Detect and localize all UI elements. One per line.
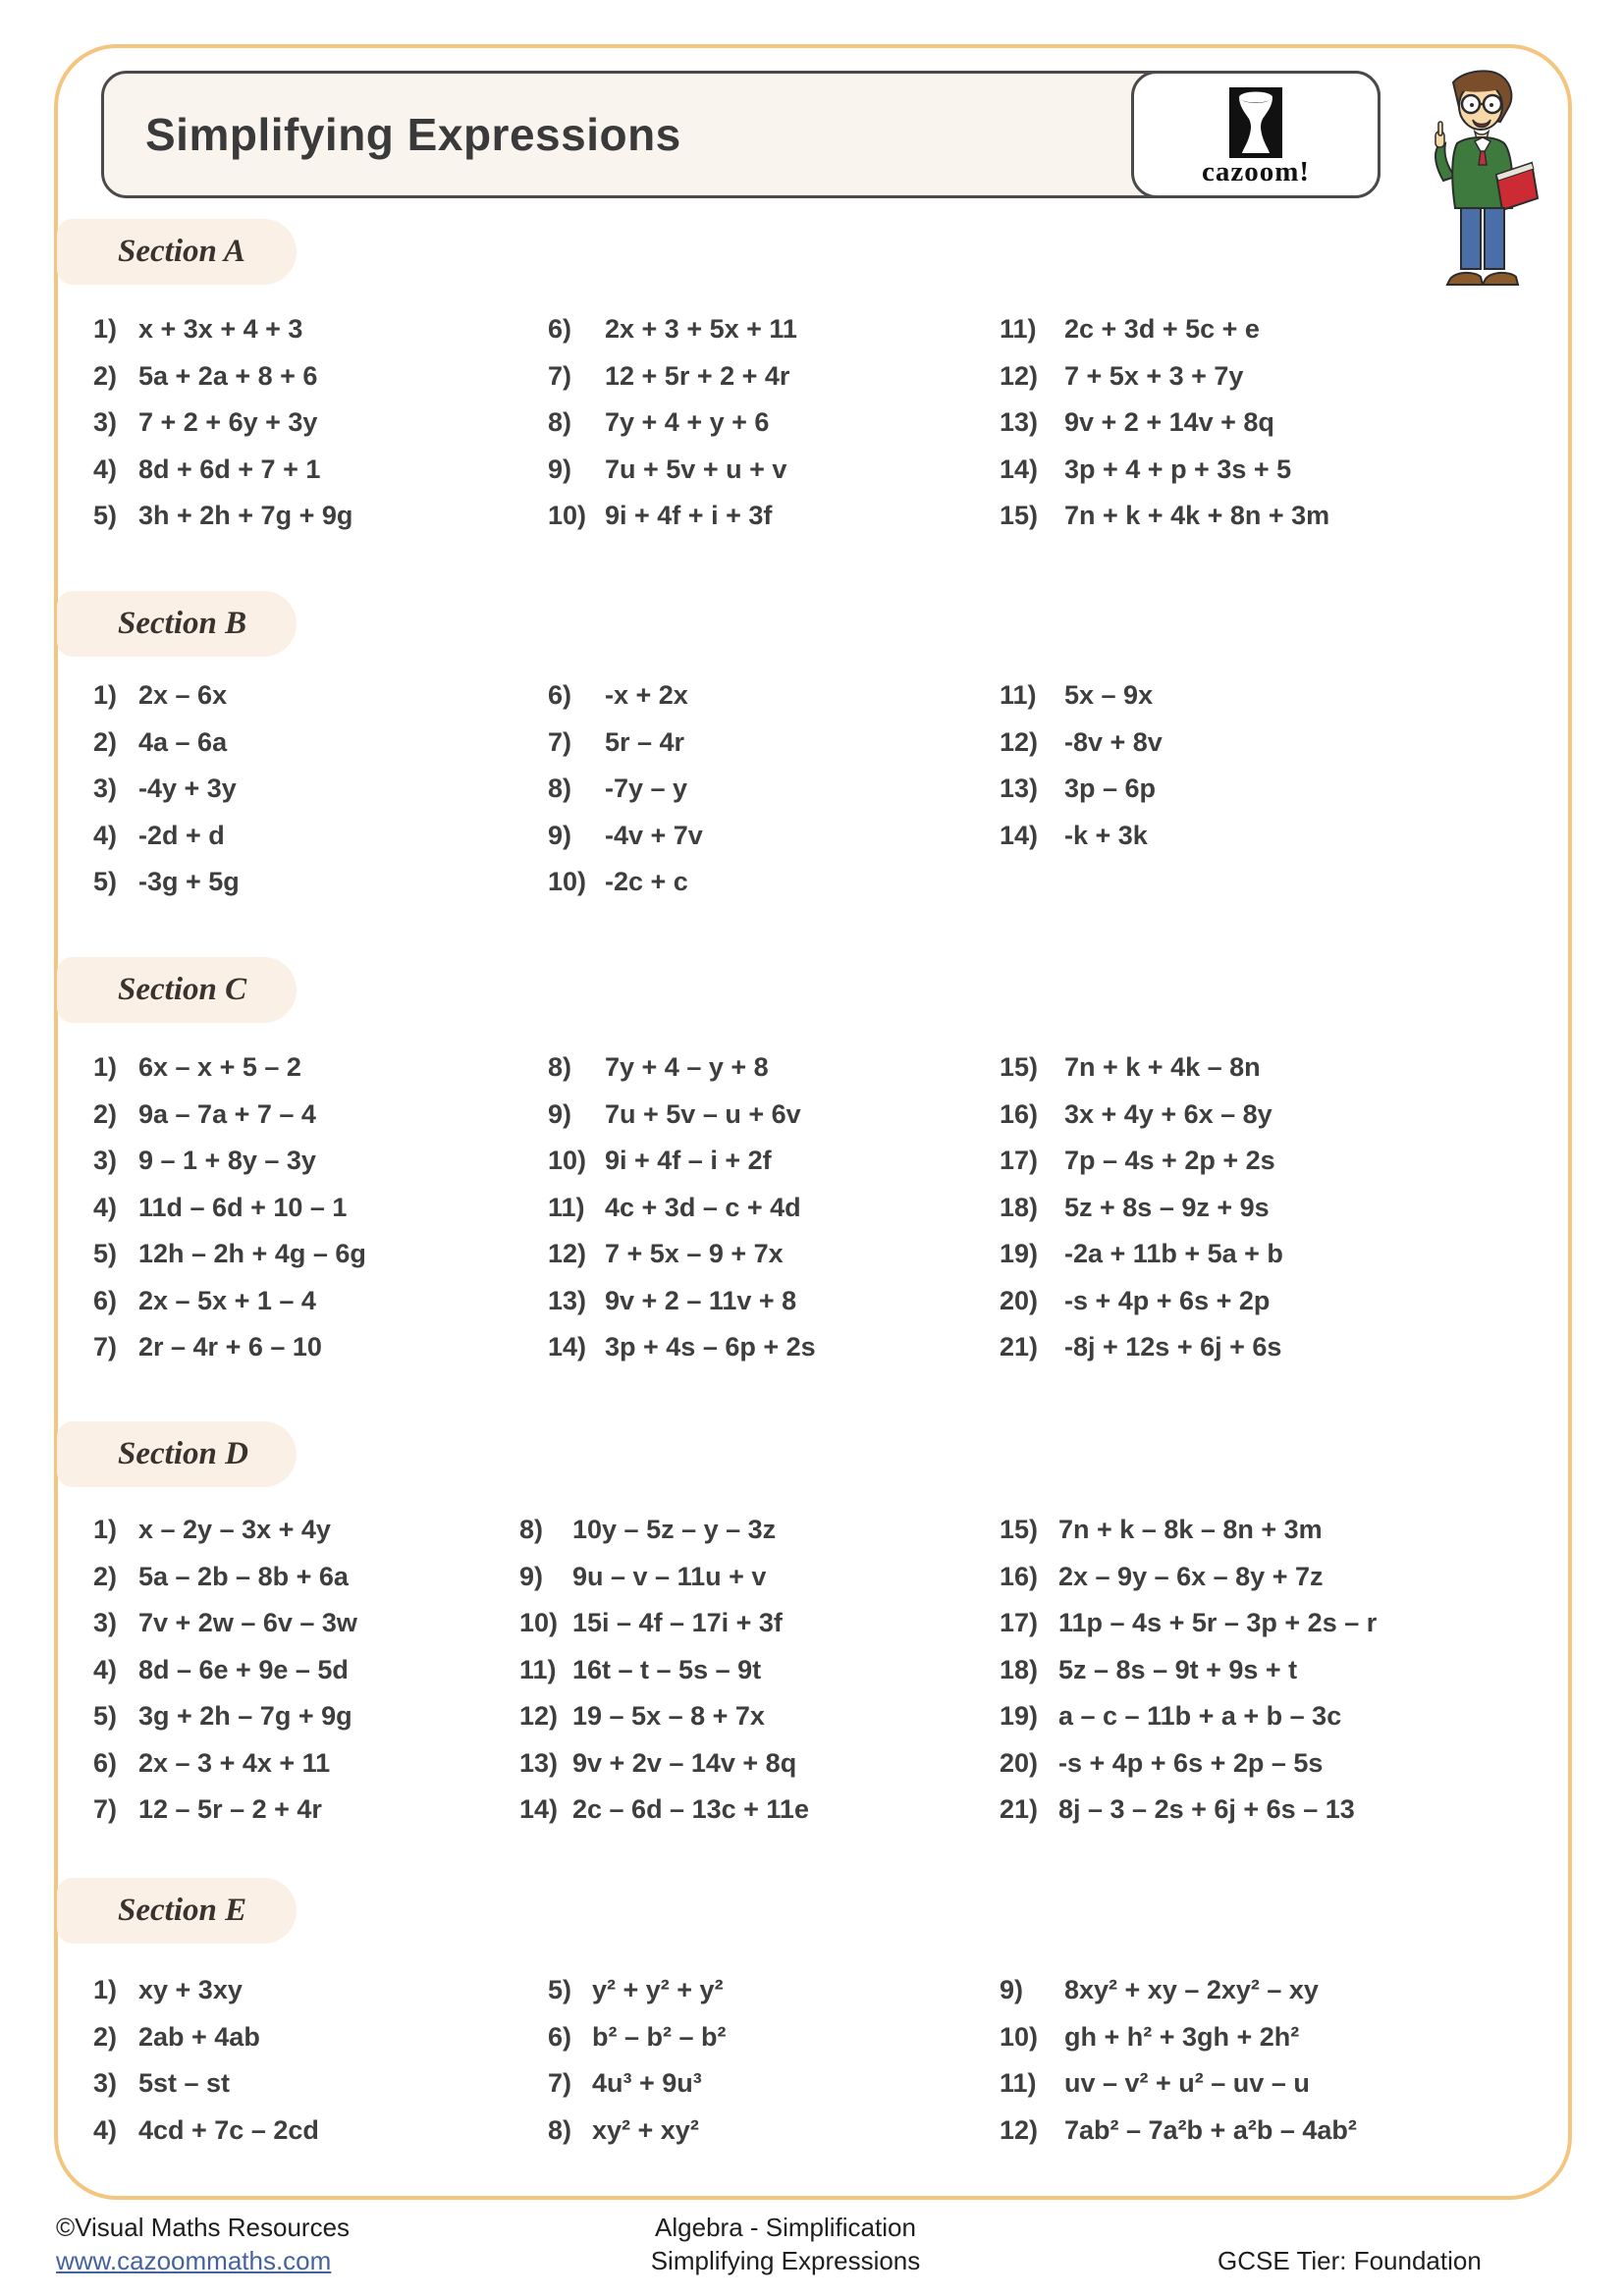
question-expression: 2x – 9y – 6x – 8y + 7z (1058, 1561, 1324, 1591)
question-number: 12) (1000, 2114, 1039, 2145)
question-number: 7) (548, 360, 572, 391)
question-item (519, 1600, 809, 1647)
question-expression: 7y + 4 – y + 8 (605, 1052, 769, 1083)
question-item (1000, 2060, 1357, 2108)
footer-subtopic: Simplifying Expressions (650, 2246, 921, 2275)
question-expression: 7n + k + 4k – 8n (1064, 1052, 1261, 1083)
question-expression: 9v + 2 + 14v + 8q (1064, 407, 1274, 438)
question-number: 20) (1000, 1747, 1039, 1778)
question-number: 3) (93, 2068, 118, 2099)
question-expression: 8d – 6e + 9e – 5d (138, 1654, 349, 1684)
question-item (93, 1554, 357, 1601)
question-item (548, 2108, 727, 2155)
question-number: 15) (1000, 1515, 1039, 1545)
question-item (548, 1185, 816, 1232)
question-expression: 5x – 9x (1064, 680, 1154, 711)
question-number: 18) (1000, 1192, 1039, 1222)
question-expression: 12 + 5r + 2 + 4r (605, 360, 790, 391)
question-expression: 9 – 1 + 8y – 3y (138, 1146, 316, 1176)
question-number: 4) (93, 2114, 118, 2145)
question-expression: 9i + 4f – i + 2f (605, 1146, 772, 1176)
question-number: 12) (1000, 726, 1039, 757)
question-item (93, 1278, 366, 1325)
section-d-column-2 (519, 1507, 809, 1834)
question-item (548, 493, 797, 540)
question-expression: 5a – 2b – 8b + 6a (138, 1561, 349, 1591)
question-item (93, 400, 352, 447)
question-number: 11) (519, 1654, 557, 1684)
question-number: 13) (1000, 774, 1039, 804)
section-e-column-2 (548, 1967, 727, 2154)
question-expression: 2ab + 4ab (138, 2021, 260, 2052)
question-item (93, 493, 352, 540)
question-expression: 4a – 6a (138, 726, 228, 757)
question-item (1000, 2014, 1357, 2061)
question-expression: -2a + 11b + 5a + b (1064, 1239, 1283, 1269)
question-number: 14) (1000, 820, 1039, 850)
question-number: 1) (93, 1052, 118, 1083)
question-number: 18) (1000, 1654, 1039, 1684)
question-item (93, 1647, 357, 1694)
question-item (1000, 1554, 1377, 1601)
question-item (519, 1787, 809, 1834)
question-expression: 19 – 5x – 8 + 7x (572, 1701, 765, 1732)
question-expression: 2x – 6x (138, 680, 228, 711)
question-number: 7) (93, 1794, 118, 1825)
question-expression: x – 2y – 3x + 4y (138, 1515, 331, 1545)
question-expression: -8v + 8v (1064, 726, 1163, 757)
question-item (1000, 400, 1329, 447)
question-item (93, 2014, 319, 2061)
question-expression: 7n + k – 8k – 8n + 3m (1058, 1515, 1323, 1545)
question-expression: 5r – 4r (605, 726, 685, 757)
question-item (1000, 1967, 1357, 2014)
question-number: 4) (93, 820, 118, 850)
question-number: 21) (1000, 1794, 1039, 1825)
section-c-column-2 (548, 1044, 816, 1371)
question-expression: 2x – 5x + 1 – 4 (138, 1285, 316, 1315)
question-item (93, 1185, 366, 1232)
section-a-column-1 (93, 306, 352, 540)
question-item (548, 813, 703, 860)
question-expression: 10y – 5z – y – 3z (572, 1515, 777, 1545)
question-expression: 2c + 3d + 5c + e (1064, 314, 1260, 345)
question-expression: -4v + 7v (605, 820, 703, 850)
question-item (93, 2060, 319, 2108)
question-item (93, 813, 240, 860)
question-number: 12) (519, 1701, 559, 1732)
question-expression: 12 – 5r – 2 + 4r (138, 1794, 322, 1825)
question-number: 9) (548, 454, 572, 484)
question-expression: 16t – t – 5s – 9t (572, 1654, 762, 1684)
question-number: 12) (1000, 360, 1039, 391)
question-item (548, 447, 797, 494)
question-expression: 5z – 8s – 9t + 9s + t (1058, 1654, 1298, 1684)
footer-center (491, 2211, 1080, 2277)
question-number: 16) (1000, 1561, 1039, 1591)
question-item (1000, 1740, 1377, 1788)
question-number: 4) (93, 1192, 118, 1222)
question-number: 8) (548, 1052, 572, 1083)
question-item (548, 1967, 727, 2014)
question-number: 3) (93, 407, 118, 438)
question-number: 11) (1000, 314, 1037, 345)
section-e-label: Section E (118, 1893, 247, 1928)
question-expression: 3x + 4y + 6x – 8y (1064, 1098, 1272, 1129)
question-number: 15) (1000, 501, 1039, 531)
question-number: 16) (1000, 1098, 1039, 1129)
question-item (93, 766, 240, 813)
question-item (548, 400, 797, 447)
question-number: 5) (93, 1239, 118, 1269)
question-number: 6) (548, 2021, 572, 2052)
question-item (519, 1740, 809, 1788)
question-expression: xy² + xy² (592, 2114, 699, 2145)
question-number: 1) (93, 680, 118, 711)
section-b-column-2 (548, 672, 703, 906)
question-number: 10) (548, 1146, 587, 1176)
question-expression: xy + 3xy (138, 1975, 243, 2005)
question-number: 10) (548, 867, 587, 897)
question-expression: 2x – 3 + 4x + 11 (138, 1747, 331, 1778)
question-expression: 4c + 3d – c + 4d (605, 1192, 801, 1222)
question-item (93, 306, 352, 353)
question-expression: 7ab² – 7a²b + a²b – 4ab² (1064, 2114, 1357, 2145)
question-expression: 9i + 4f + i + 3f (605, 501, 773, 531)
question-number: 10) (1000, 2021, 1039, 2052)
question-number: 6) (548, 314, 572, 345)
question-number: 3) (93, 1146, 118, 1176)
question-expression: 3p + 4 + p + 3s + 5 (1064, 454, 1292, 484)
question-expression: 7u + 5v + u + v (605, 454, 787, 484)
question-expression: 9v + 2 – 11v + 8 (605, 1285, 797, 1315)
question-item (548, 1092, 816, 1139)
question-item (1000, 1092, 1283, 1139)
question-expression: -8j + 12s + 6j + 6s (1064, 1332, 1282, 1362)
question-number: 7) (548, 726, 572, 757)
question-expression: 9v + 2v – 14v + 8q (572, 1747, 797, 1778)
question-item (93, 1600, 357, 1647)
question-number: 2) (93, 1098, 118, 1129)
question-item (1000, 1647, 1377, 1694)
question-expression: -3g + 5g (138, 867, 240, 897)
question-number: 9) (548, 1098, 572, 1129)
section-e-header (57, 1878, 297, 1944)
section-d-label: Section D (118, 1436, 248, 1471)
question-expression: 8j – 3 – 2s + 6j + 6s – 13 (1058, 1794, 1355, 1825)
question-item (1000, 672, 1163, 720)
question-expression: 3p + 4s – 6p + 2s (605, 1332, 816, 1362)
footer-copyright: ©Visual Maths Resources (56, 2213, 351, 2242)
question-expression: 7v + 2w – 6v – 3w (138, 1608, 357, 1638)
question-item (93, 353, 352, 400)
question-expression: 5st – st (138, 2068, 231, 2099)
question-item (1000, 447, 1329, 494)
question-item (1000, 353, 1329, 400)
question-expression: 15i – 4f – 17i + 3f (572, 1608, 783, 1638)
question-item (519, 1507, 809, 1554)
question-expression: -4y + 3y (138, 774, 237, 804)
section-c-header (57, 957, 297, 1023)
question-number: 4) (93, 454, 118, 484)
question-item (93, 1787, 357, 1834)
question-number: 9) (548, 820, 572, 850)
question-item (548, 2014, 727, 2061)
cazoom-logo (1131, 71, 1380, 198)
question-expression: 9u – v – 11u + v (572, 1561, 767, 1591)
question-number: 5) (93, 501, 118, 531)
question-number: 2) (93, 360, 118, 391)
section-d-header (57, 1421, 297, 1487)
question-expression: 6x – x + 5 – 2 (138, 1052, 301, 1083)
question-number: 3) (93, 1608, 118, 1638)
question-number: 9) (519, 1561, 544, 1591)
question-expression: -k + 3k (1064, 820, 1148, 850)
question-number: 10) (548, 501, 587, 531)
section-d-column-1 (93, 1507, 357, 1834)
question-expression: 9a – 7a + 7 – 4 (138, 1098, 316, 1129)
question-item (93, 2108, 319, 2155)
question-expression: 3g + 2h – 7g + 9g (138, 1701, 352, 1732)
question-number: 21) (1000, 1332, 1039, 1362)
question-number: 3) (93, 774, 118, 804)
section-d-column-3 (1000, 1507, 1377, 1834)
question-item (1000, 1787, 1377, 1834)
question-item (93, 859, 240, 906)
section-b-label: Section B (118, 606, 247, 641)
question-item (93, 672, 240, 720)
question-number: 13) (548, 1285, 587, 1315)
question-item (1000, 1693, 1377, 1740)
section-c-column-1 (93, 1044, 366, 1371)
question-number: 14) (519, 1794, 559, 1825)
question-number: 15) (1000, 1052, 1039, 1083)
question-number: 20) (1000, 1285, 1039, 1315)
question-item (93, 720, 240, 767)
question-number: 17) (1000, 1608, 1039, 1638)
question-expression: x + 3x + 4 + 3 (138, 314, 303, 345)
question-item (93, 1138, 366, 1185)
page-title: Simplifying Expressions (145, 109, 681, 160)
question-item (1000, 306, 1329, 353)
section-a-column-2 (548, 306, 797, 540)
question-item (548, 1138, 816, 1185)
question-expression: -s + 4p + 6s + 2p (1064, 1285, 1271, 1315)
footer-website-link[interactable]: www.cazoommaths.com (56, 2246, 332, 2275)
question-item (1000, 720, 1163, 767)
question-item (1000, 1044, 1283, 1092)
question-number: 5) (93, 1701, 118, 1732)
question-expression: 7 + 2 + 6y + 3y (138, 407, 318, 438)
question-expression: 11p – 4s + 5r – 3p + 2s – r (1058, 1608, 1378, 1638)
question-expression: 4u³ + 9u³ (592, 2068, 702, 2099)
question-expression: -x + 2x (605, 680, 688, 711)
section-b-column-3 (1000, 672, 1163, 859)
question-item (93, 1507, 357, 1554)
question-item (548, 1231, 816, 1278)
question-expression: 11d – 6d + 10 – 1 (138, 1192, 348, 1222)
question-item (548, 2060, 727, 2108)
question-item (93, 1324, 366, 1371)
question-number: 14) (548, 1332, 587, 1362)
question-expression: 7y + 4 + y + 6 (605, 407, 770, 438)
section-c-label: Section C (118, 972, 247, 1007)
question-number: 11) (548, 1192, 585, 1222)
cazoom-logo-text: cazoom! (1201, 155, 1311, 187)
question-item (548, 1324, 816, 1371)
question-number: 8) (548, 407, 572, 438)
question-item (93, 1044, 366, 1092)
question-expression: 2r – 4r + 6 – 10 (138, 1332, 322, 1362)
footer-tier: GCSE Tier: Foundation (1218, 2246, 1482, 2275)
question-number: 11) (1000, 680, 1037, 711)
question-number: 5) (93, 867, 118, 897)
question-number: 8) (548, 2114, 572, 2145)
section-a-label: Section A (118, 234, 245, 269)
question-number: 1) (93, 314, 118, 345)
title-panel (101, 71, 1380, 198)
question-expression: gh + h² + 3gh + 2h² (1064, 2021, 1300, 2052)
question-expression: 8d + 6d + 7 + 1 (138, 454, 321, 484)
section-c-column-3 (1000, 1044, 1283, 1371)
question-item (1000, 813, 1163, 860)
question-expression: 3p – 6p (1064, 774, 1157, 804)
question-expression: 2x + 3 + 5x + 11 (605, 314, 797, 345)
question-item (93, 1092, 366, 1139)
question-number: 10) (519, 1608, 559, 1638)
section-b-header (57, 591, 297, 657)
section-e-column-1 (93, 1967, 319, 2154)
question-number: 9) (1000, 1975, 1024, 2005)
question-expression: a – c – 11b + a + b – 3c (1058, 1701, 1342, 1732)
question-item (1000, 1138, 1283, 1185)
question-item (519, 1554, 809, 1601)
question-expression: uv – v² + u² – uv – u (1064, 2068, 1310, 2099)
question-expression: 7u + 5v – u + 6v (605, 1098, 801, 1129)
question-number: 5) (548, 1975, 572, 2005)
question-expression: -7y – y (605, 774, 688, 804)
question-number: 19) (1000, 1701, 1039, 1732)
question-number: 8) (548, 774, 572, 804)
question-item (93, 447, 352, 494)
question-number: 4) (93, 1654, 118, 1684)
section-b-column-1 (93, 672, 240, 906)
question-expression: 7n + k + 4k + 8n + 3m (1064, 501, 1330, 531)
question-number: 6) (93, 1285, 118, 1315)
question-item (1000, 493, 1329, 540)
question-expression: 7p – 4s + 2p + 2s (1064, 1146, 1275, 1176)
question-number: 19) (1000, 1239, 1039, 1269)
question-item (1000, 1507, 1377, 1554)
question-expression: 2c – 6d – 13c + 11e (572, 1794, 809, 1825)
question-item (548, 1044, 816, 1092)
question-item (1000, 2108, 1357, 2155)
question-item (548, 859, 703, 906)
question-item (93, 1967, 319, 2014)
question-expression: 7 + 5x + 3 + 7y (1064, 360, 1244, 391)
question-item (1000, 1600, 1377, 1647)
footer-topic: Algebra - Simplification (655, 2213, 916, 2242)
question-number: 1) (93, 1515, 118, 1545)
question-number: 2) (93, 1561, 118, 1591)
question-expression: 5z + 8s – 9z + 9s (1064, 1192, 1270, 1222)
teacher-illustration (1406, 65, 1545, 298)
section-a-column-3 (1000, 306, 1329, 540)
question-expression: 7 + 5x – 9 + 7x (605, 1239, 784, 1269)
question-expression: -s + 4p + 6s + 2p – 5s (1058, 1747, 1324, 1778)
question-item (548, 672, 703, 720)
question-number: 14) (1000, 454, 1039, 484)
question-item (1000, 1185, 1283, 1232)
question-expression: 5a + 2a + 8 + 6 (138, 360, 318, 391)
question-item (1000, 1324, 1283, 1371)
question-item (1000, 766, 1163, 813)
question-item (548, 306, 797, 353)
question-number: 6) (548, 680, 572, 711)
question-expression: 8xy² + xy – 2xy² – xy (1064, 1975, 1319, 2005)
question-item (548, 353, 797, 400)
section-a-header (57, 219, 297, 285)
question-expression: y² + y² + y² (592, 1975, 724, 2005)
question-number: 17) (1000, 1146, 1039, 1176)
question-number: 8) (519, 1515, 544, 1545)
question-number: 13) (1000, 407, 1039, 438)
question-item (93, 1740, 357, 1788)
footer-left (56, 2211, 350, 2277)
question-expression: b² – b² – b² (592, 2021, 727, 2052)
question-item (1000, 1278, 1283, 1325)
question-item (93, 1231, 366, 1278)
question-expression: -2d + d (138, 820, 225, 850)
question-number: 7) (93, 1332, 118, 1362)
question-number: 7) (548, 2068, 572, 2099)
question-expression: 3h + 2h + 7g + 9g (138, 501, 353, 531)
question-number: 2) (93, 726, 118, 757)
section-e-column-3 (1000, 1967, 1357, 2154)
question-item (548, 1278, 816, 1325)
question-number: 11) (1000, 2068, 1037, 2099)
question-number: 2) (93, 2021, 118, 2052)
question-expression: 12h – 2h + 4g – 6g (138, 1239, 366, 1269)
question-number: 12) (548, 1239, 587, 1269)
question-expression: 4cd + 7c – 2cd (138, 2114, 319, 2145)
question-number: 13) (519, 1747, 559, 1778)
question-item (1000, 1231, 1283, 1278)
question-item (519, 1693, 809, 1740)
question-item (548, 766, 703, 813)
question-number: 1) (93, 1975, 118, 2005)
question-number: 6) (93, 1747, 118, 1778)
question-expression: -2c + c (605, 867, 688, 897)
question-item (519, 1647, 809, 1694)
question-item (93, 1693, 357, 1740)
drum-icon (1229, 87, 1282, 158)
question-item (548, 720, 703, 767)
